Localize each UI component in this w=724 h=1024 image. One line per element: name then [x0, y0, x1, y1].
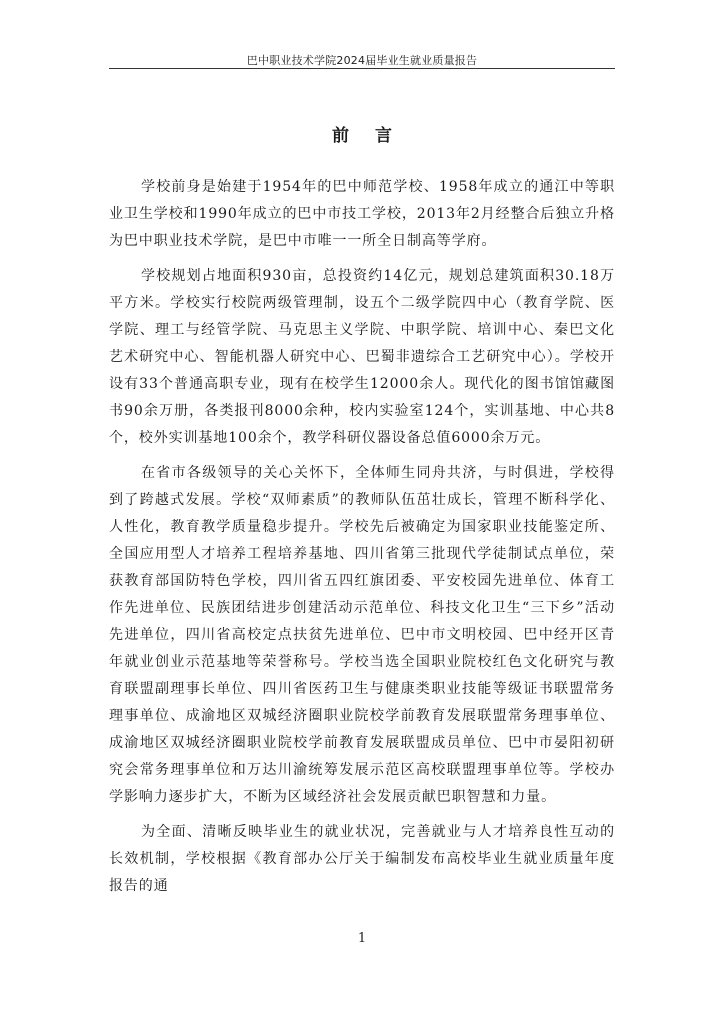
body-text	[109, 174, 615, 908]
paragraph: 为全面、清晰反映毕业生的就业状况，完善就业与人才培养良性互动的长效机制，学校根据《教育部办公厅关于编制发布高校毕业生就业质量年度报告的通	[109, 824, 615, 894]
paragraph: 学校前身是始建于1954年的巴中师范学校、1958年成立的通江中等职业卫生学校和1990年成立的巴中市技工学校，2013年2月经整合后独立升格为巴中职业技术学院，是巴中市唯一一所全日制高等学府。	[109, 179, 615, 249]
header-divider	[109, 68, 615, 69]
paragraph: 学校规划占地面积930亩，总投资约14亿元，规划总建筑面积30.18万平方米。学校实行校院两级管理制，设五个二级学院四中心（教育学院、医学院、理工与经管学院、马克思主义学院、中职学院、培训中心、秦巴文化艺术研究中心、智能机器人研究中心、巴蜀非遗综合工艺研究中心）。学校开设有33个普通高职专业，现有在校学生12000余人。现代化的图书馆馆藏图书90余万册，各类报刊8000余种，校内实验室124个，实训基地、中心共8个，校外实训基地100余个，教学科研仪器设备总值6000余万元。	[109, 268, 615, 446]
paragraph: 在省市各级领导的关心关怀下，全体师生同舟共济，与时俱进，学校得到了跨越式发展。学校“双师素质”的教师队伍茁壮成长，管理不断科学化、人性化，教育教学质量稳步提升。学校先后被确定为国家职业技能鉴定所、全国应用型人才培养工程培养基地、四川省第三批现代学徒制试点单位，荣获教育部国防特色学校，四川省五四红旗团委、平安校园先进单位、体育工作先进单位、民族团结进步创建活动示范单位、科技文化卫生“三下乡”活动先进单位，四川省高校定点扶贫先进单位、巴中市文明校园、巴中经开区青年就业创业示范基地等荣誉称号。学校当选全国职业院校红色文化研究与教育联盟副理事长单位、四川省医药卫生与健康类职业技能等级证书联盟常务理事单位、成渝地区双城经济圈职业院校学前教育发展联盟常务理事单位、成渝地区双城经济圈职业院校学前教育发展联盟成员单位、巴中市晏阳初研究会常务理事单位和万达川渝统筹发展示范区高校联盟理事单位等。学校办学影响力逐步扩大，不断为区域经济社会发展贡献巴职智慧和力量。	[109, 465, 615, 805]
page-title: 前 言	[332, 126, 402, 146]
running-header: 巴中职业技术学院2024届毕业生就业质量报告	[246, 54, 478, 67]
page-number: 1	[357, 931, 367, 946]
